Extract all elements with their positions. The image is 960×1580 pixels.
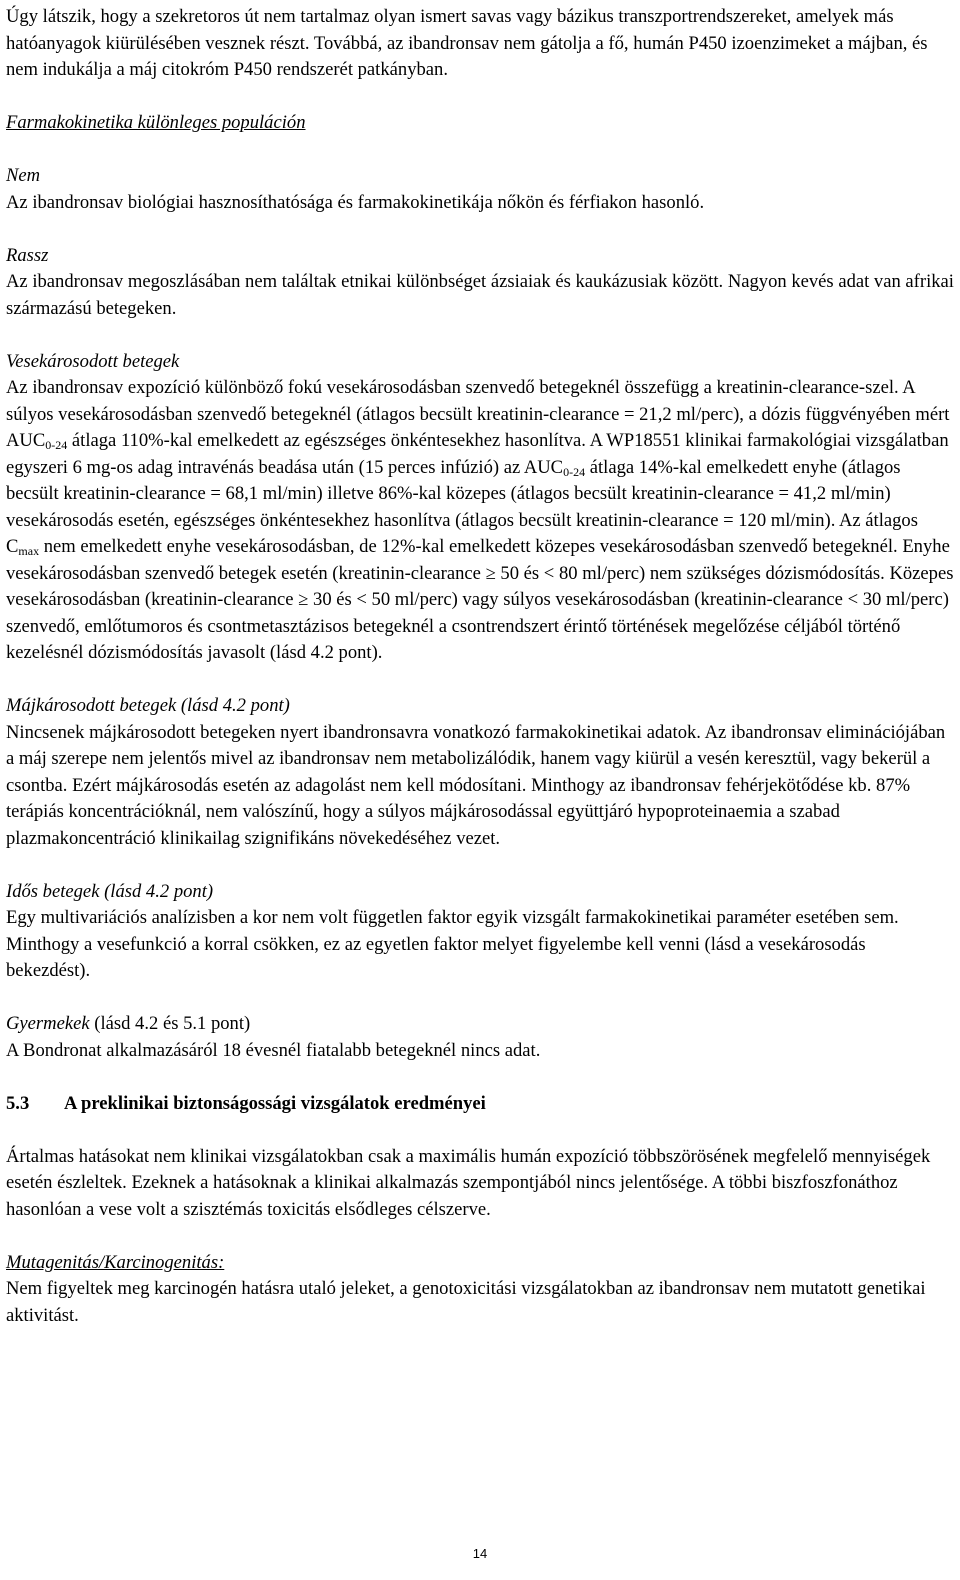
race-paragraph: Az ibandronsav megoszlásában nem találtak etnikai különbséget ázsiaiak és kaukázusiak között. Nagyon kevés adat van afrikai származású betegeken. — [6, 271, 954, 319]
renal-text-2: átlaga 110%-kal emelkedett az egészséges önkéntesekhez hasonlítva. A WP18551 klinikai farmakológiai vizsgálatban egyszeri 6 mg-os adag intravénás beadása után (15 perces infúzió) az AUC — [6, 430, 949, 478]
mutagenicity-paragraph: Nem figyeltek meg karcinogén hatásra utaló jeleket, a genotoxicitási vizsgálatokban az ibandronsav nem mutatott genetikai aktivitást. — [6, 1278, 926, 1326]
section-5-3-heading — [6, 1091, 954, 1118]
renal-paragraph — [6, 375, 954, 667]
page-number: 14 — [472, 1546, 488, 1561]
race-heading: Rassz — [6, 244, 49, 266]
sex-paragraph: Az ibandronsav biológiai hasznosíthatósága és farmakokinetikája nőkön és férfiakon hasonló. — [6, 191, 705, 213]
elderly-paragraph: Egy multivariációs analízisben a kor nem volt független faktor egyik vizsgált farmakokinetikai paraméter esetében sem. Minthogy a vesefunkció a korral csökken, ez az egyetlen faktor melyet figyelembe kell venni (lásd a vesekárosodás bekezdést). — [6, 907, 899, 981]
children-paragraph: A Bondronat alkalmazásáról 18 évesnél fiatalabb betegeknél nincs adat. — [6, 1039, 541, 1061]
section-title: A preklinikai biztonságossági vizsgálatok eredményei — [64, 1092, 486, 1114]
cmax-subscript: max — [18, 544, 40, 558]
hepatic-heading: Májkárosodott betegek (lásd 4.2 pont) — [6, 695, 290, 716]
renal-text-1: Az ibandronsav expozíció különböző fokú vesekárosodásban szenvedő betegeknél összefügg a kreatinin-clearance-szel. A súlyos vesekárosodásban szenvedő betegeknél (átlagos becsült kreatinin-clearance = 21,2 ml/perc), a dózis függvényében mért AUC — [6, 377, 950, 451]
renal-text-4: nem emelkedett enyhe vesekárosodásban, de 12%-kal emelkedett közepes vesekárosodásban szenvedő betegeknél. Enyhe vesekárosodásban szenvedő betegek esetén (kreatinin-clearance ≥ 50 és < 80 ml/perc) nem szükséges dózismódosítás. Közepes vesekárosodásban (kreatinin-clearance ≥ 30 és < 50 ml/perc) vagy súlyos vesekárosodásban (kreatinin-clearance < 30 ml/perc) szenvedő, emlőtumoros és csontmetasztázisos betegeknél a csontrendszert érintő történések megelőzése céljából történő kezelésnél dózismódosítás javasolt (lásd 4.2 pont). — [6, 536, 954, 663]
intro-paragraph: Úgy látszik, hogy a szekretoros út nem tartalmaz olyan ismert savas vagy bázikus transzportrendszereket, amelyek más hatóanyagok kiürülésében vesznek részt. Továbbá, az ibandronsav nem gátolja a fő, humán P450 izoenzimeket a májban, és nem indukálja a máj citokróm P450 rendszerét patkányban. — [6, 6, 928, 80]
children-heading-line — [6, 1011, 954, 1038]
auc-subscript-2: 0-24 — [563, 464, 586, 479]
renal-heading: Vesekárosodott betegek — [6, 350, 180, 372]
auc-subscript-1: 0-24 — [45, 438, 68, 452]
special-populations-heading: Farmakokinetika különleges populáción — [6, 112, 306, 133]
preclinical-paragraph: Ártalmas hatásokat nem klinikai vizsgálatokban csak a maximális humán expozíció többszörösének megfelelő mennyiségek esetén észleltek. Ezeknek a hatásoknak a klinikai alkalmazás szempontjából nincs jelentősége. A többi biszfoszfonáthoz hasonlóan a vese volt a szisztémás toxicitás elsődleges célszerve. — [6, 1145, 931, 1220]
hepatic-paragraph: Nincsenek májkárosodott betegeken nyert ibandronsavra vonatkozó farmakokinetikai adatok. Az ibandronsav eliminációjában a máj szerepe nem jelentős mivel az ibandronsav nem metabolizálódik, hanem vagy kiürül a vesén keresztül, vagy bekerül a csontba. Ezért májkárosodás esetén az adagolást nem kell módosítani. Minthogy az ibandronsav fehérjekötődése kb. 87% terápiás koncentrációknál, nem valószínű, hogy a súlyos májkárosodással együttjáró hypoproteinaemia a szabad plazmakoncentráció klinikailag szignifikáns növekedéséhez vezet. — [6, 721, 946, 849]
sex-heading: Nem — [6, 165, 41, 186]
children-heading-suffix: (lásd 4.2 és 5.1 pont) — [89, 1013, 251, 1034]
children-heading: Gyermekek — [6, 1013, 90, 1034]
renal-text-3: átlaga 14%-kal emelkedett enyhe (átlagos becsült kreatinin-clearance = 68,1 ml/min) illetve 86%-kal közepes (átlagos becsült kreatinin-clearance = 41,2 ml/min) vesekárosodás esetén, egészséges önkéntesekhez hasonlítva (átlagos becsült kreatinin-clearance = 120 ml/min). Az átlagos C — [6, 456, 918, 557]
section-number: 5.3 — [6, 1092, 30, 1114]
mutagenicity-heading: Mutagenitás/Karcinogenitás: — [6, 1251, 225, 1273]
document-page — [6, 4, 954, 1329]
elderly-heading: Idős betegek (lásd 4.2 pont) — [6, 880, 214, 902]
